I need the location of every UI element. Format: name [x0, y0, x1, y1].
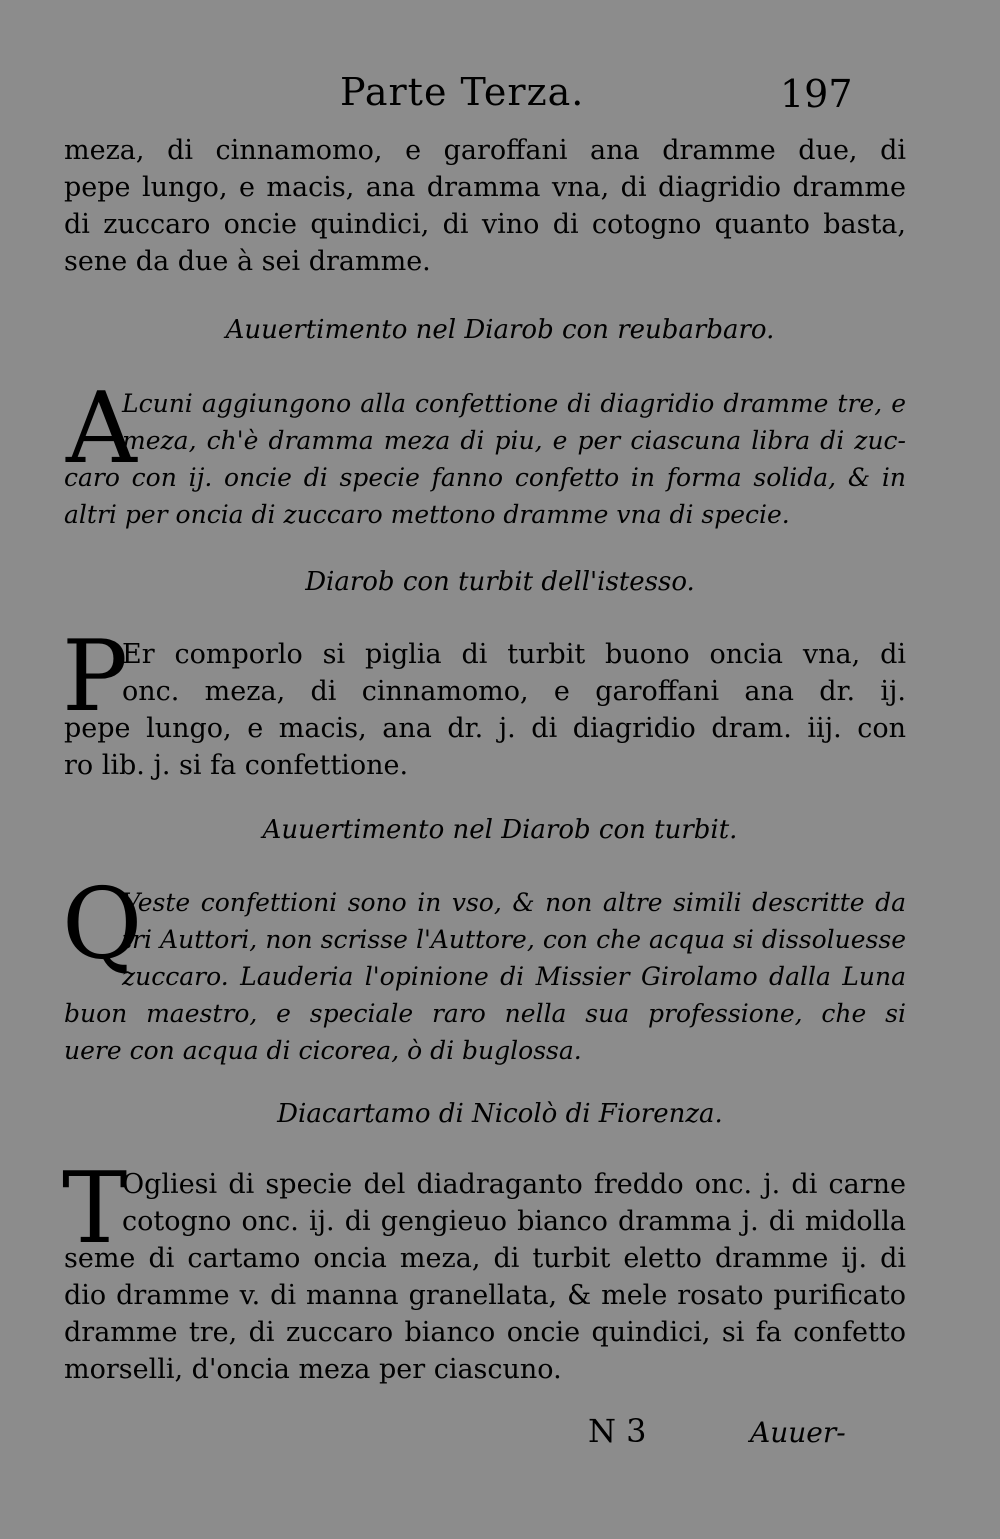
signature-mark: N 3 [588, 1412, 647, 1450]
text-line: seme di cartamo oncia meza, di turbit eletto dramme ij. di [64, 1243, 906, 1274]
drop-cap-initial: T [62, 1152, 128, 1266]
text-line: morselli, d'oncia meza per ciascuno. [64, 1354, 562, 1385]
text-line: dio dramme v. di manna granellata, & mele rosato purificato [64, 1280, 906, 1311]
section-heading: Auuertimento nel Diarob con reubarbaro. [225, 315, 775, 345]
text-line: tri Auttori, non scrisse l'Auttore, con che acqua si dissoluesse [122, 925, 906, 954]
text-line: Veste confettioni sono in vso, & non altre simili descritte da [122, 888, 906, 917]
paragraph-advertimento-reubarbaro [64, 372, 906, 533]
drop-cap-initial: P [62, 620, 128, 734]
paragraph-continuation [64, 132, 906, 280]
text-line: meza, di cinnamomo, e garoffani ana dramme due, di [64, 135, 906, 166]
text-line: Lcuni aggiungono alla confettione di diagridio dramme tre, e [122, 389, 906, 418]
section-heading: Auuertimento nel Diarob con turbit. [262, 815, 738, 845]
paragraph-diarob-turbit [64, 636, 906, 784]
text-line: pepe lungo, e macis, ana dramma vna, di diagridio dramme [64, 172, 906, 203]
text-line: meza, ch'è dramma meza di piu, e per ciascuna libra di zuc- [122, 426, 906, 455]
text-line: di zuccaro oncie quindici, di vino di cotogno quanto basta, [64, 209, 906, 240]
text-line: Er comporlo si piglia di turbit buono oncia vna, di [122, 639, 906, 670]
text-line: sene da due à sei dramme. [64, 246, 431, 277]
running-head [0, 70, 1000, 120]
text-line: caro con ij. oncie di specie fanno confetto in forma solida, & in [64, 463, 906, 492]
text-line: zuccaro. Lauderia l'opinione di Missier Girolamo dalla Luna [122, 962, 906, 991]
page-footer [0, 1412, 1000, 1456]
section-heading: Diarob con turbit dell'istesso. [305, 567, 695, 597]
drop-cap-initial: A [66, 372, 137, 486]
text-line: pepe lungo, e macis, ana dr. j. di diagridio dram. iij. con [64, 713, 906, 744]
text-line: onc. meza, di cinnamomo, e garoffani ana dr. ij. [122, 676, 906, 707]
catchword: Auuer- [750, 1416, 846, 1449]
text-line: ro lib. j. si fa confettione. [64, 750, 409, 781]
paragraph-diacartamo [62, 1152, 906, 1388]
page-number: 197 [780, 72, 853, 116]
text-line: buon maestro, e speciale raro nella sua professione, che si [64, 999, 906, 1028]
drop-cap-initial: Q [62, 868, 143, 982]
section-heading: Diacartamo di Nicolò di Fiorenza. [277, 1099, 723, 1129]
text-line: dramme tre, di zuccaro bianco oncie quindici, si fa confetto [64, 1317, 906, 1348]
running-title: Parte Terza. [340, 70, 585, 114]
paragraph-advertimento-turbit [64, 884, 906, 1069]
text-line: altri per oncia di zuccaro mettono dramme vna di specie. [64, 500, 790, 529]
text-line: Ogliesi di specie del diadraganto freddo onc. j. di carne [122, 1169, 906, 1200]
text-line: cotogno onc. ij. di gengieuo bianco dramma j. di midolla [122, 1206, 906, 1237]
text-line: uere con acqua di cicorea, ò di buglossa. [64, 1036, 582, 1065]
